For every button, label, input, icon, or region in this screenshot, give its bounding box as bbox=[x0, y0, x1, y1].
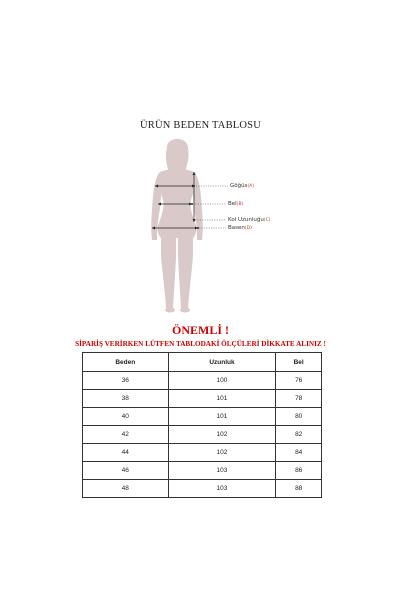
cell-bel: 76 bbox=[276, 372, 322, 390]
table-header-row bbox=[83, 353, 322, 372]
table-row bbox=[83, 444, 322, 462]
cell-bel: 88 bbox=[276, 480, 322, 498]
cell-uzunluk: 100 bbox=[168, 372, 276, 390]
cell-beden: 42 bbox=[83, 426, 169, 444]
cell-uzunluk: 101 bbox=[168, 390, 276, 408]
page-title: ÜRÜN BEDEN TABLOSU bbox=[140, 120, 261, 131]
size-table bbox=[82, 352, 322, 498]
cell-beden: 46 bbox=[83, 462, 169, 480]
header-bel: Bel bbox=[276, 353, 322, 372]
table-row bbox=[83, 372, 322, 390]
cell-beden: 44 bbox=[83, 444, 169, 462]
header-uzunluk: Uzunluk bbox=[168, 353, 276, 372]
cell-uzunluk: 102 bbox=[168, 444, 276, 462]
cell-beden: 36 bbox=[83, 372, 169, 390]
table-row bbox=[83, 408, 322, 426]
cell-uzunluk: 102 bbox=[168, 426, 276, 444]
table-row bbox=[83, 390, 322, 408]
warning-message: SİPARİŞ VERİRKEN LÜTFEN TABLODAKİ ÖLÇÜLERİ DİKKATE ALINIZ ! bbox=[75, 340, 326, 348]
table-row bbox=[83, 426, 322, 444]
cell-bel: 86 bbox=[276, 462, 322, 480]
label-waist: Bel(B) bbox=[228, 201, 244, 207]
cell-uzunluk: 101 bbox=[168, 408, 276, 426]
cell-bel: 84 bbox=[276, 444, 322, 462]
cell-beden: 38 bbox=[83, 390, 169, 408]
cell-bel: 78 bbox=[276, 390, 322, 408]
cell-beden: 40 bbox=[83, 408, 169, 426]
header-beden: Beden bbox=[83, 353, 169, 372]
silhouette bbox=[151, 139, 203, 313]
cell-bel: 82 bbox=[276, 426, 322, 444]
label-arm-length: Kol Uzunluğu(C) bbox=[228, 217, 271, 223]
table-row bbox=[83, 480, 322, 498]
label-hip: Basen(D) bbox=[228, 225, 252, 231]
table-row bbox=[83, 462, 322, 480]
label-chest: Göğüs(A) bbox=[230, 183, 255, 189]
important-heading: ÖNEMLİ ! bbox=[172, 323, 229, 337]
cell-bel: 80 bbox=[276, 408, 322, 426]
cell-uzunluk: 103 bbox=[168, 462, 276, 480]
cell-uzunluk: 103 bbox=[168, 480, 276, 498]
cell-beden: 48 bbox=[83, 480, 169, 498]
